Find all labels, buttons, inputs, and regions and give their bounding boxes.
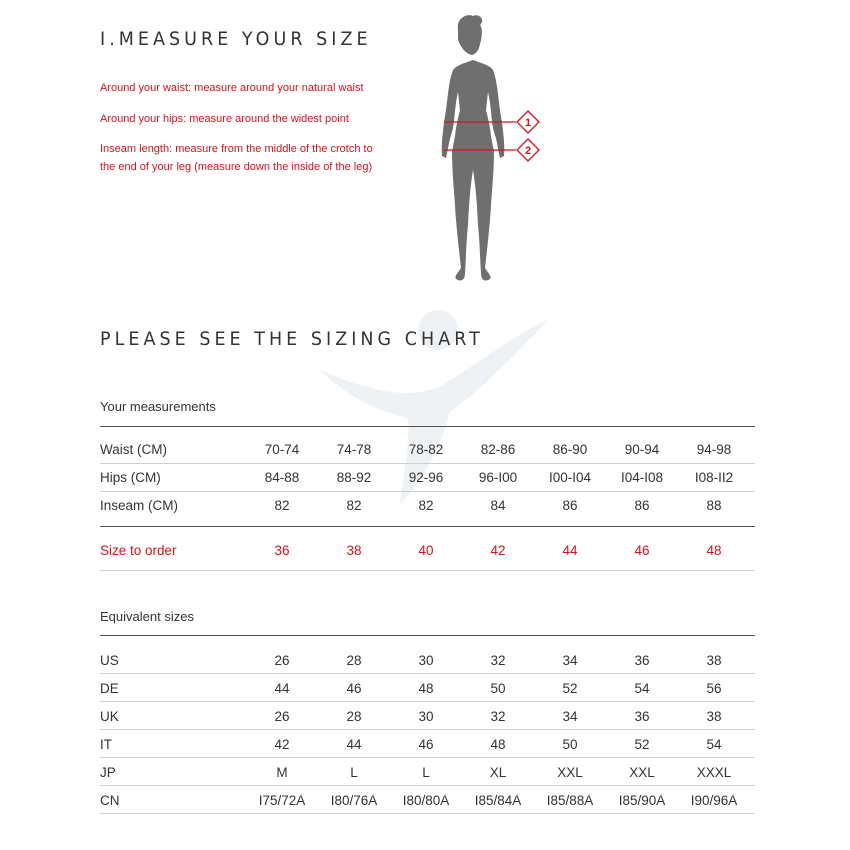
equivalent-sizes-label: Equivalent sizes: [100, 609, 194, 624]
waist-row: [100, 435, 755, 463]
table-cell: 52: [562, 680, 578, 696]
row-label: DE: [100, 680, 119, 696]
table-cell: 70-74: [264, 441, 300, 457]
table-cell: I85/84A: [474, 792, 522, 808]
measurements-label: Your measurements: [100, 399, 216, 414]
table-cell: 32: [490, 652, 506, 668]
table-cell: 82-86: [480, 441, 516, 457]
table-cell: 82: [346, 497, 362, 513]
table-cell: 86-90: [552, 441, 588, 457]
table-cell: 50: [562, 736, 578, 752]
table-cell: 38: [346, 542, 362, 558]
uk-row: [100, 702, 755, 730]
table-cell: 92-96: [408, 469, 444, 485]
table-cell: 34: [562, 652, 578, 668]
table-cell: 84-88: [264, 469, 300, 485]
table-cell: 86: [634, 497, 650, 513]
table-cell: L: [350, 764, 358, 780]
row-label: UK: [100, 708, 119, 724]
table-cell: 28: [346, 708, 362, 724]
table-cell: 48: [490, 736, 506, 752]
row-label: IT: [100, 736, 112, 752]
table-cell: M: [276, 764, 288, 780]
table-cell: 82: [274, 497, 290, 513]
table-cell: 36: [634, 708, 650, 724]
table-cell: I75/72A: [258, 792, 306, 808]
row-label: Waist (CM): [100, 441, 167, 457]
table-cell: 34: [562, 708, 578, 724]
table-cell: 38: [706, 652, 722, 668]
table-cell: 52: [634, 736, 650, 752]
table-cell: 46: [346, 680, 362, 696]
table-cell: 30: [418, 708, 434, 724]
table-cell: 46: [418, 736, 434, 752]
hips-note: Around your hips: measure around the widest point: [100, 112, 349, 125]
table-cell: 44: [562, 542, 578, 558]
silhouette-icon: [442, 15, 505, 280]
table-cell: 26: [274, 708, 290, 724]
table-cell: 38: [706, 708, 722, 724]
table-cell: I85/90A: [618, 792, 666, 808]
measurements-bottom-rule: [100, 570, 755, 571]
table-cell: I90/96A: [690, 792, 738, 808]
table-cell: 48: [418, 680, 434, 696]
table-cell: 28: [346, 652, 362, 668]
table-cell: 36: [274, 542, 290, 558]
table-cell: 90-94: [624, 441, 660, 457]
table-cell: 32: [490, 708, 506, 724]
waist-marker: 1: [524, 117, 532, 129]
table-cell: 30: [418, 652, 434, 668]
table-cell: 42: [490, 542, 506, 558]
table-cell: 54: [634, 680, 650, 696]
table-cell: 54: [706, 736, 722, 752]
table-cell: 40: [418, 542, 434, 558]
measurements-top-rule: [100, 426, 755, 427]
table-cell: I85/88A: [546, 792, 594, 808]
measure-instructions: [100, 80, 390, 189]
equivalent-bottom-rule: [100, 813, 755, 814]
table-cell: 78-82: [408, 441, 444, 457]
row-label: US: [100, 652, 119, 668]
row-label: Size to order: [100, 542, 177, 558]
table-cell: L: [422, 764, 430, 780]
table-cell: XL: [489, 764, 507, 780]
table-cell: 44: [346, 736, 362, 752]
size-to-order-rule: [100, 526, 755, 527]
table-cell: I04-I08: [620, 469, 664, 485]
table-cell: I00-I04: [548, 469, 592, 485]
table-cell: 36: [634, 652, 650, 668]
body-figure: [420, 10, 560, 290]
table-cell: XXXL: [696, 764, 732, 780]
jp-row: [100, 758, 755, 786]
it-row: [100, 730, 755, 758]
table-cell: 94-98: [696, 441, 732, 457]
table-cell: 50: [490, 680, 506, 696]
table-cell: 56: [706, 680, 722, 696]
table-cell: 88: [706, 497, 722, 513]
table-cell: 42: [274, 736, 290, 752]
table-cell: 82: [418, 497, 434, 513]
table-cell: 46: [634, 542, 650, 558]
cn-row: [100, 786, 755, 814]
table-cell: 74-78: [336, 441, 372, 457]
row-label: CN: [100, 792, 120, 808]
table-cell: 26: [274, 652, 290, 668]
table-cell: XXL: [629, 764, 655, 780]
de-row: [100, 674, 755, 702]
table-cell: I80/80A: [402, 792, 450, 808]
hips-marker: 2: [524, 145, 532, 157]
table-cell: 96-I00: [478, 469, 518, 485]
table-cell: 86: [562, 497, 578, 513]
row-label: Hips (CM): [100, 469, 161, 485]
table-cell: 88-92: [336, 469, 372, 485]
size-to-order-row: [100, 536, 755, 564]
table-cell: I08-II2: [694, 469, 734, 485]
measure-heading: I.MEASURE YOUR SIZE: [100, 28, 372, 50]
hips-row: [100, 463, 755, 491]
us-row: [100, 646, 755, 674]
row-label: Inseam (CM): [100, 497, 179, 513]
inseam-row: [100, 491, 755, 519]
equivalent-top-rule: [100, 635, 755, 636]
table-cell: 84: [490, 497, 506, 513]
table-cell: XXL: [557, 764, 583, 780]
inseam-note: Inseam length: measure from the middle of the crotch to the end of your leg (measure down the inside of the leg): [100, 143, 373, 173]
table-cell: I80/76A: [330, 792, 378, 808]
table-cell: 44: [274, 680, 290, 696]
waist-note: Around your waist: measure around your natural waist: [100, 82, 364, 94]
sizing-chart-heading: PLEASE SEE THE SIZING CHART: [100, 328, 484, 350]
table-cell: 48: [706, 542, 722, 558]
row-label: JP: [100, 764, 116, 780]
